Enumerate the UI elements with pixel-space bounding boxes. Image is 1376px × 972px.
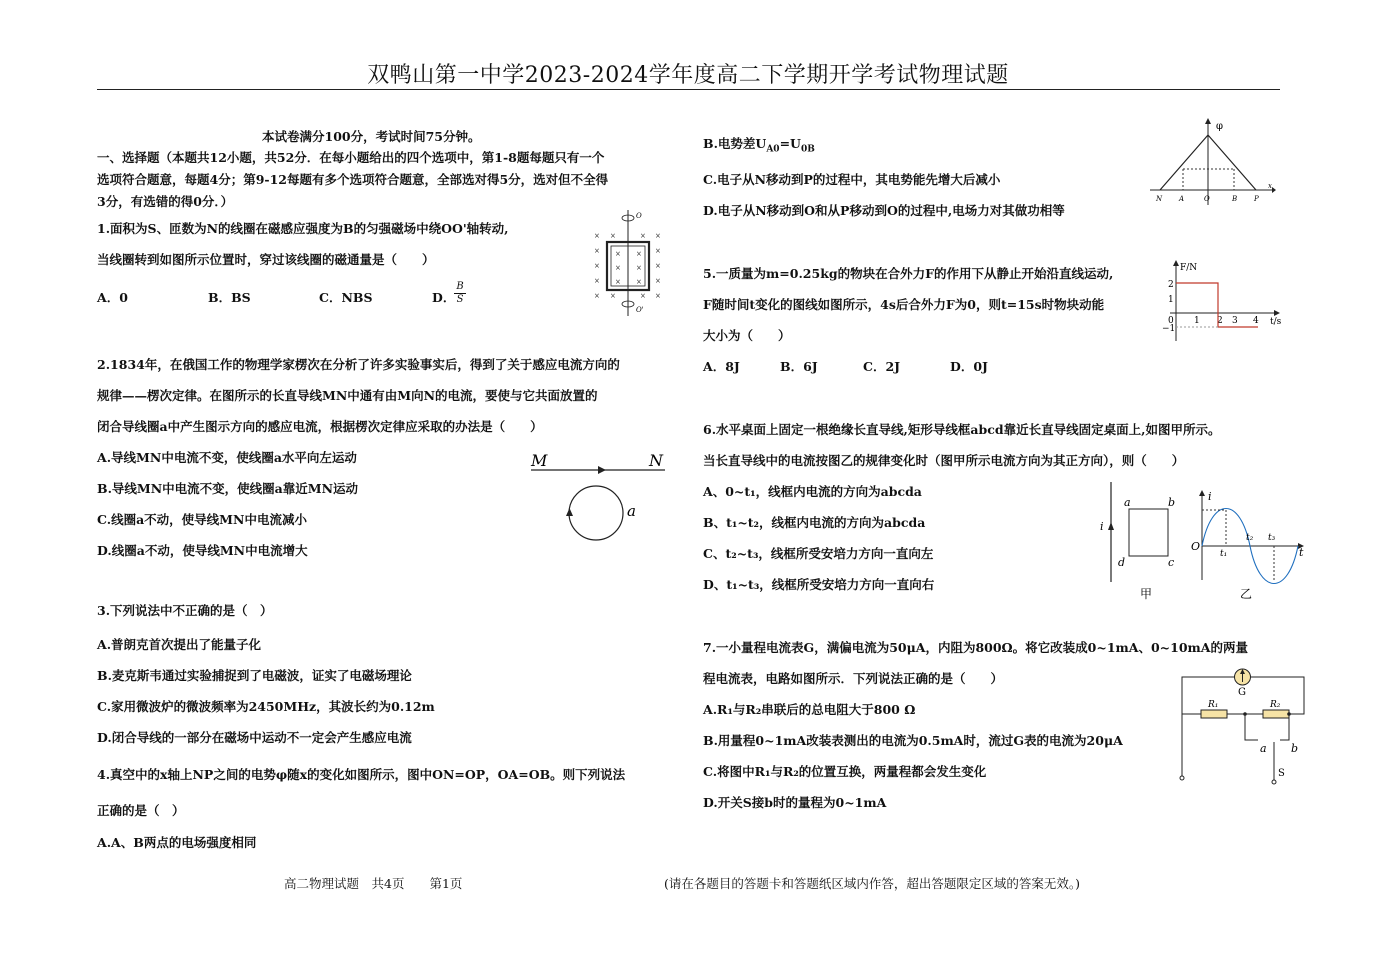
q4-option-b-sub-1: A0 bbox=[766, 144, 780, 155]
svg-text:×: × bbox=[610, 292, 616, 300]
graph-y-ticks bbox=[1162, 280, 1175, 334]
svg-text:×: × bbox=[655, 247, 661, 255]
q5-stem-line-1: 5.一质量为m=0.25kg的物块在合外力F的作用下从静止开始沿直线运动, bbox=[703, 266, 1114, 281]
frame-corner-b: b bbox=[1168, 496, 1176, 509]
q2-stem-line-1: 2.1834年，在俄国工作的物理学家楞次在分析了许多实验事实后，得到了关于感应电流方向的 bbox=[97, 357, 620, 372]
section-heading-line-3: 3分，有选错的得0分．） bbox=[97, 194, 234, 209]
q4-stem-line-2: 正确的是（ ） bbox=[97, 803, 185, 818]
q4-option-b-prefix: B.电势差U bbox=[703, 136, 767, 151]
svg-text:×: × bbox=[640, 232, 646, 240]
q5-stem-line-3: 大小为（ ） bbox=[703, 328, 791, 343]
resistor-r1-label: R₁ bbox=[1208, 700, 1219, 710]
svg-text:×: × bbox=[594, 232, 600, 240]
q1-coil-figure bbox=[588, 208, 666, 318]
frame-corner-a: a bbox=[1124, 496, 1131, 509]
x-tick: 4 bbox=[1253, 316, 1259, 326]
page-footer-right: (请在各题目的答题卡和答题纸区域内作答，超出答题限定区域的答案无效。) bbox=[664, 876, 1081, 891]
caption-yi: 乙 bbox=[1240, 587, 1253, 601]
y-tick: 1 bbox=[1168, 295, 1174, 305]
point-label-a: A bbox=[1179, 195, 1185, 203]
galvanometer-label: G bbox=[1238, 687, 1246, 698]
resistor-r2-label: R₂ bbox=[1270, 700, 1281, 710]
y-tick: 2 bbox=[1168, 280, 1174, 290]
q3-option-b: B.麦克斯韦通过实验捕捉到了电磁波，证实了电磁场理论 bbox=[97, 668, 412, 683]
graph-phi-label: φ bbox=[1216, 121, 1224, 132]
wire-label-m: M bbox=[531, 451, 548, 470]
q7-stem-line-1: 7.一小量程电流表G，满偏电流为50μA，内阻为800Ω。将它改装成0~1mA、0~10mA的两量 bbox=[703, 640, 1248, 655]
graph-x-ticks bbox=[1194, 316, 1259, 326]
svg-text:×: × bbox=[655, 232, 661, 240]
q4-stem-line-1: 4.真空中的x轴上NP之间的电势φ随x的变化如图所示，图中ON=OP，OA=OB。则下列说法 bbox=[97, 767, 626, 782]
q5-option-a: A．8J bbox=[703, 359, 740, 374]
x-tick: 1 bbox=[1194, 316, 1200, 326]
fraction-numerator: B bbox=[454, 281, 466, 294]
svg-text:×: × bbox=[636, 278, 642, 286]
frame-corner-d: d bbox=[1118, 556, 1126, 569]
current-label-i: i bbox=[1100, 520, 1104, 533]
x-tick: 2 bbox=[1217, 316, 1223, 326]
q3-option-a: A.普朗克首次提出了能量子化 bbox=[97, 637, 262, 652]
svg-text:×: × bbox=[610, 232, 616, 240]
q7-option-c: C.将图中R₁与R₂的位置互换，两量程都会发生变化 bbox=[703, 764, 987, 779]
svg-text:×: × bbox=[636, 264, 642, 272]
point-label-b: B bbox=[1232, 195, 1238, 203]
q6-figure-yi bbox=[1186, 488, 1308, 604]
point-label-n: N bbox=[1156, 195, 1163, 203]
q4-option-a: A.A、B两点的电场强度相同 bbox=[97, 835, 257, 850]
section-heading-line-1: 一、选择题（本题共12小题，共52分．在每小题给出的四个选项中，第1-8题每题只有一个 bbox=[97, 150, 605, 165]
axis-label-i: i bbox=[1208, 490, 1212, 503]
wire-label-n: N bbox=[649, 451, 663, 470]
page-title: 双鸭山第一中学2023-2024学年度高二下学期开学考试物理试题 bbox=[367, 63, 1009, 88]
q6-option-c: C、t₂~t₃，线框所受安培力方向一直向左 bbox=[703, 546, 934, 561]
q4-option-c: C.电子从N移动到P的过程中，其电势能先增大后减小 bbox=[703, 172, 1001, 187]
q4-option-d: D.电子从N移动到O和从P移动到O的过程中,电场力对其做功相等 bbox=[703, 203, 1065, 218]
q7-option-d: D.开关S接b时的量程为0~1mA bbox=[703, 795, 887, 810]
q7-circuit-diagram bbox=[1174, 662, 1312, 788]
q2-option-b: B.导线MN中电流不变，使线圈a靠近MN运动 bbox=[97, 481, 359, 496]
y-tick: −1 bbox=[1162, 324, 1176, 334]
q4-option-b bbox=[703, 134, 815, 155]
svg-text:×: × bbox=[655, 262, 661, 270]
q7-stem-line-2: 程电流表，电路如图所示．下列说法正确的是（ ） bbox=[703, 671, 1004, 686]
q7-option-a: A.R₁与R₂串联后的总电阻大于800 Ω bbox=[703, 702, 916, 717]
svg-text:×: × bbox=[615, 264, 621, 272]
current-direction-arrow bbox=[566, 508, 573, 516]
svg-text:×: × bbox=[594, 262, 600, 270]
switch-contact-b: b bbox=[1291, 742, 1299, 755]
graph-point-labels bbox=[1155, 195, 1259, 203]
q6-option-b: B、t₁~t₂，线框内电流的方向为abcda bbox=[703, 515, 926, 530]
header-rule bbox=[97, 89, 1280, 90]
tick-t3: t₃ bbox=[1268, 533, 1276, 543]
q4-option-b-mid: =U bbox=[779, 136, 801, 151]
y-tick: 0 bbox=[1168, 316, 1174, 326]
q2-option-c: C.线圈a不动，使导线MN中电流减小 bbox=[97, 512, 307, 527]
q1-option-d-fraction bbox=[454, 281, 466, 306]
q2-wire-coil-figure bbox=[525, 448, 675, 548]
q2-option-d: D.线圈a不动，使导线MN中电流增大 bbox=[97, 543, 308, 558]
q1-option-c: C．NBS bbox=[319, 290, 373, 305]
q1-option-d: D． bbox=[432, 290, 456, 305]
q6-option-d: D、t₁~t₃，线框所受安培力方向一直向右 bbox=[703, 577, 935, 592]
q4-option-b-sub-2: 0B bbox=[800, 144, 815, 155]
frame-corner-c: c bbox=[1168, 556, 1175, 569]
svg-text:×: × bbox=[615, 278, 621, 286]
q6-option-a: A、0~t₁，线框内电流的方向为abcda bbox=[703, 484, 922, 499]
q5-option-c: C．2J bbox=[863, 359, 901, 374]
axis-label-o-prime: O' bbox=[636, 306, 644, 314]
tick-t1: t₁ bbox=[1220, 549, 1228, 559]
q3-stem: 3.下列说法中不正确的是（ ） bbox=[97, 603, 273, 618]
q6-stem-line-1: 6.水平桌面上固定一根绝缘长直导线,矩形导线框abcd靠近长直导线固定桌面上,如图甲所示。 bbox=[703, 422, 1221, 437]
point-label-p: P bbox=[1254, 195, 1259, 203]
q1-option-a: A．0 bbox=[97, 290, 128, 305]
q6-stem-line-2: 当长直导线中的电流按图乙的规律变化时（图甲所示电流方向为其正方向），则（ ） bbox=[703, 453, 1185, 468]
svg-text:×: × bbox=[636, 250, 642, 258]
svg-text:×: × bbox=[594, 292, 600, 300]
q2-stem-line-3: 闭合导线圈a中产生图示方向的感应电流，根据楞次定律应采取的办法是（ ） bbox=[97, 419, 543, 434]
q4-potential-graph bbox=[1148, 115, 1278, 210]
page-footer-left: 高二物理试题 共4页 第1页 bbox=[284, 876, 463, 891]
q2-stem-line-2: 规律——楞次定律。在图所示的长直导线MN中通有由M向N的电流，要使与它共面放置的 bbox=[97, 388, 598, 403]
section-heading-line-2: 选项符合题意，每题4分；第9-12每题有多个选项符合题意，全部选对得5分，选对但不全得 bbox=[97, 172, 609, 187]
q1-stem-line-2: 当线圈转到如图所示位置时，穿过该线圈的磁通量是（ ） bbox=[97, 252, 435, 267]
svg-text:×: × bbox=[594, 247, 600, 255]
axis-label-t: t bbox=[1299, 546, 1304, 559]
svg-text:×: × bbox=[655, 292, 661, 300]
fraction-denominator: S bbox=[456, 294, 464, 305]
q5-force-time-graph bbox=[1158, 258, 1288, 346]
tick-t2: t₂ bbox=[1246, 533, 1254, 543]
axis-label-o: O bbox=[636, 212, 642, 220]
q2-option-a: A.导线MN中电流不变，使线圈a水平向左运动 bbox=[97, 450, 357, 465]
switch-label: S bbox=[1278, 768, 1285, 779]
caption-jia: 甲 bbox=[1140, 587, 1153, 601]
svg-text:×: × bbox=[594, 277, 600, 285]
q5-option-b: B．6J bbox=[780, 359, 818, 374]
svg-text:×: × bbox=[615, 250, 621, 258]
q1-stem-line-1: 1.面积为S、匝数为N的线圈在磁感应强度为B的匀强磁场中绕OO'轴转动, bbox=[97, 221, 509, 236]
x-tick: 3 bbox=[1232, 316, 1238, 326]
graph-y-label: F/N bbox=[1180, 263, 1198, 273]
q1-option-b: B．BS bbox=[208, 290, 251, 305]
q7-option-b: B.用量程0~1mA改装表测出的电流为0.5mA时，流过G表的电流为20μA bbox=[703, 733, 1123, 748]
exam-note: 本试卷满分100分，考试时间75分钟。 bbox=[262, 129, 481, 144]
origin-label: O bbox=[1191, 540, 1201, 553]
resistor-r1-icon bbox=[1201, 710, 1227, 718]
resistor-r2-icon bbox=[1263, 710, 1289, 718]
q5-option-d: D．0J bbox=[950, 359, 988, 374]
q3-option-c: C.家用微波炉的微波频率为2450MHz，其波长约为0.12m bbox=[97, 699, 435, 714]
q5-stem-line-2: F随时间t变化的图线如图所示，4s后合外力F为0，则t=15s时物块动能 bbox=[703, 297, 1105, 312]
point-label-o: O bbox=[1204, 195, 1210, 203]
q6-figure-jia bbox=[1094, 480, 1184, 604]
graph-x-label: t/s bbox=[1270, 317, 1282, 327]
svg-text:×: × bbox=[640, 292, 646, 300]
coil-label-a: a bbox=[627, 502, 636, 520]
svg-text:×: × bbox=[655, 277, 661, 285]
q3-option-d: D.闭合导线的一部分在磁场中运动不一定会产生感应电流 bbox=[97, 730, 412, 745]
switch-contact-a: a bbox=[1260, 742, 1267, 755]
graph-x-label: x bbox=[1268, 182, 1272, 190]
